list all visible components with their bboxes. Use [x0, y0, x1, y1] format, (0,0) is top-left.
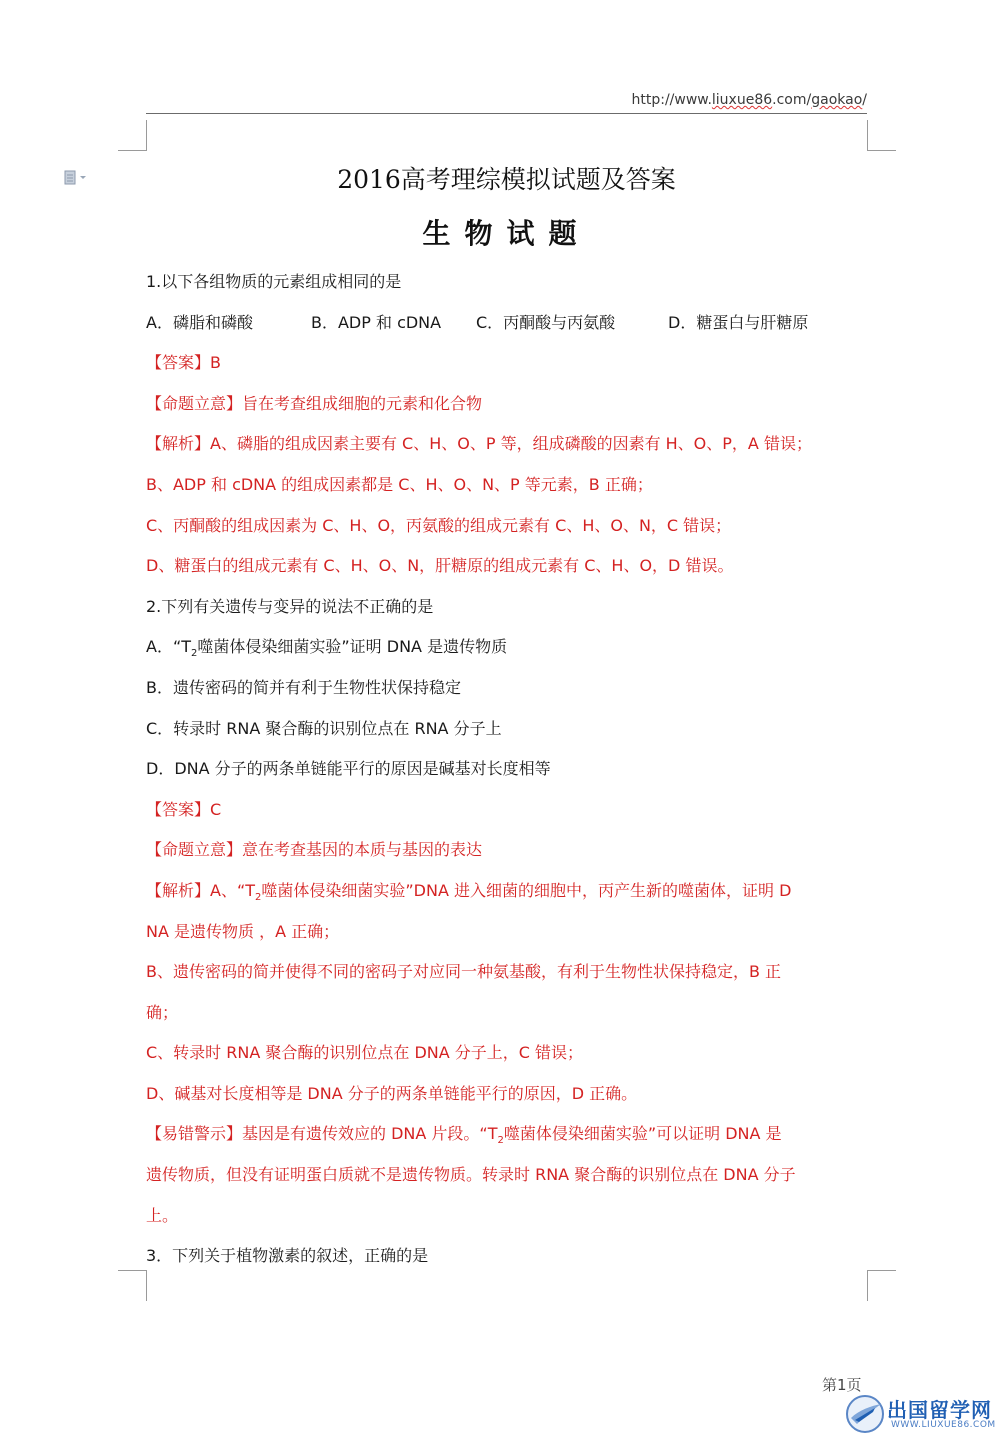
q2-option-a: [146, 627, 868, 668]
url-mid: .com/: [772, 92, 812, 108]
q1-options: [146, 303, 868, 344]
crop-mark-top-right: [867, 120, 896, 151]
q2-option-c: C．转录时 RNA 聚合酶的识别位点在 RNA 分子上: [146, 718, 502, 738]
header-rule: [146, 113, 867, 114]
q2-intent: 【命题立意】意在考查基因的本质与基因的表达: [146, 840, 483, 860]
q1-option-c: C．丙酮酸与丙氨酸: [476, 312, 616, 332]
q1-analysis-3: C、丙酮酸的组成因素为 C、H、O，丙氨酸的组成元素有 C、H、O、N，C 错误；: [146, 515, 732, 535]
q2-analysis-6: D、碱基对长度相等是 DNA 分子的两条单链能平行的原因，D 正确。: [146, 1083, 638, 1103]
q1-analysis-1: 【解析】A、磷脂的组成因素主要有 C、H、O、P 等，组成磷酸的因素有 H、O、P，A 错误；: [146, 434, 812, 454]
q2-analysis-5: C、转录时 RNA 聚合酶的识别位点在 DNA 分子上，C 错误；: [146, 1043, 584, 1063]
q2-analysis-3: B、遗传密码的简并使得不同的密码子对应同一种氨基酸，有利于生物性状保持稳定，B 正: [146, 962, 782, 982]
q2-warning-2: 遗传物质，但没有证明蛋白质就不是遗传物质。转录时 RNA 聚合酶的识别位点在 DNA 分子: [146, 1165, 796, 1185]
q2-warning-1-sub: 2: [497, 1135, 504, 1147]
q2-warning-1-pre: 【易错警示】基因是有遗传效应的 DNA 片段。“T: [146, 1124, 498, 1144]
q2-analysis-4: 确；: [146, 1002, 179, 1022]
header-url[interactable]: [600, 92, 867, 108]
airplane-logo-icon: [845, 1394, 885, 1434]
url-domain: liuxue86: [711, 92, 773, 108]
subject-title: 生物试题: [422, 217, 591, 250]
document-body: [146, 262, 868, 1277]
page-number: 第1页: [822, 1376, 862, 1394]
q2-analysis-1-sub: 2: [255, 892, 262, 904]
paste-options-icon[interactable]: [64, 170, 94, 186]
q1-option-d: D．糖蛋白与肝糖原: [668, 312, 809, 332]
q2-stem: 2.下列有关遗传与变异的说法不正确的是: [146, 596, 434, 616]
q1-option-a: A．磷脂和磷酸: [146, 312, 253, 332]
q2-option-a-pre: A．“T: [146, 637, 192, 657]
q2-warning-1: [146, 1114, 868, 1155]
crop-mark-bottom-left: [118, 1270, 147, 1301]
q2-option-b: B．遗传密码的简并有利于生物性状保持稳定: [146, 677, 461, 697]
q2-analysis-1-post: 噬菌体侵染细菌实验”DNA 进入细菌的细胞中，丙产生新的噬菌体，证明 D: [261, 880, 792, 900]
q1-analysis-4: D、糖蛋白的组成元素有 C、H、O、N，肝糖原的组成元素有 C、H、O，D 错误。: [146, 556, 734, 576]
logo-text-cn: 出国留学网: [887, 1398, 992, 1422]
q3-stem: 3．下列关于植物激素的叙述，正确的是: [146, 1246, 429, 1266]
q2-warning-1-post: 噬菌体侵染细菌实验”可以证明 DNA 是: [503, 1124, 782, 1144]
url-prefix: http://www.: [631, 92, 712, 108]
q2-warning-3: 上。: [146, 1205, 179, 1225]
document-title: 2016高考理综模拟试题及答案: [337, 165, 676, 194]
url-path: gaokao: [811, 92, 863, 108]
site-logo[interactable]: [845, 1394, 1003, 1434]
q1-stem: 1.以下各组物质的元素组成相同的是: [146, 272, 402, 291]
q1-intent: 【命题立意】旨在考查组成细胞的元素和化合物: [146, 393, 483, 413]
crop-mark-top-left: [118, 120, 147, 151]
q2-analysis-2: NA 是遗传物质 ，A 正确；: [146, 921, 340, 941]
q2-analysis-1: [146, 871, 868, 912]
q2-answer: 【答案】C: [146, 799, 222, 819]
crop-mark-bottom-right: [867, 1270, 896, 1301]
q1-answer: 【答案】B: [146, 353, 221, 373]
logo-text-en: WWW.LIUXUE86.COM: [891, 1420, 996, 1430]
q1-analysis-2: B、ADP 和 cDNA 的组成因素都是 C、H、O、N、P 等元素，B 正确；: [146, 474, 653, 494]
q2-option-d: D．DNA 分子的两条单链能平行的原因是碱基对长度相等: [146, 759, 551, 779]
q2-option-a-sub: 2: [191, 648, 198, 660]
url-suffix: /: [862, 92, 867, 108]
q2-analysis-1-pre: 【解析】A、“T: [146, 880, 256, 900]
q1-option-b: B．ADP 和 cDNA: [311, 312, 442, 332]
q2-option-a-post: 噬菌体侵染细菌实验”证明 DNA 是遗传物质: [197, 637, 508, 657]
